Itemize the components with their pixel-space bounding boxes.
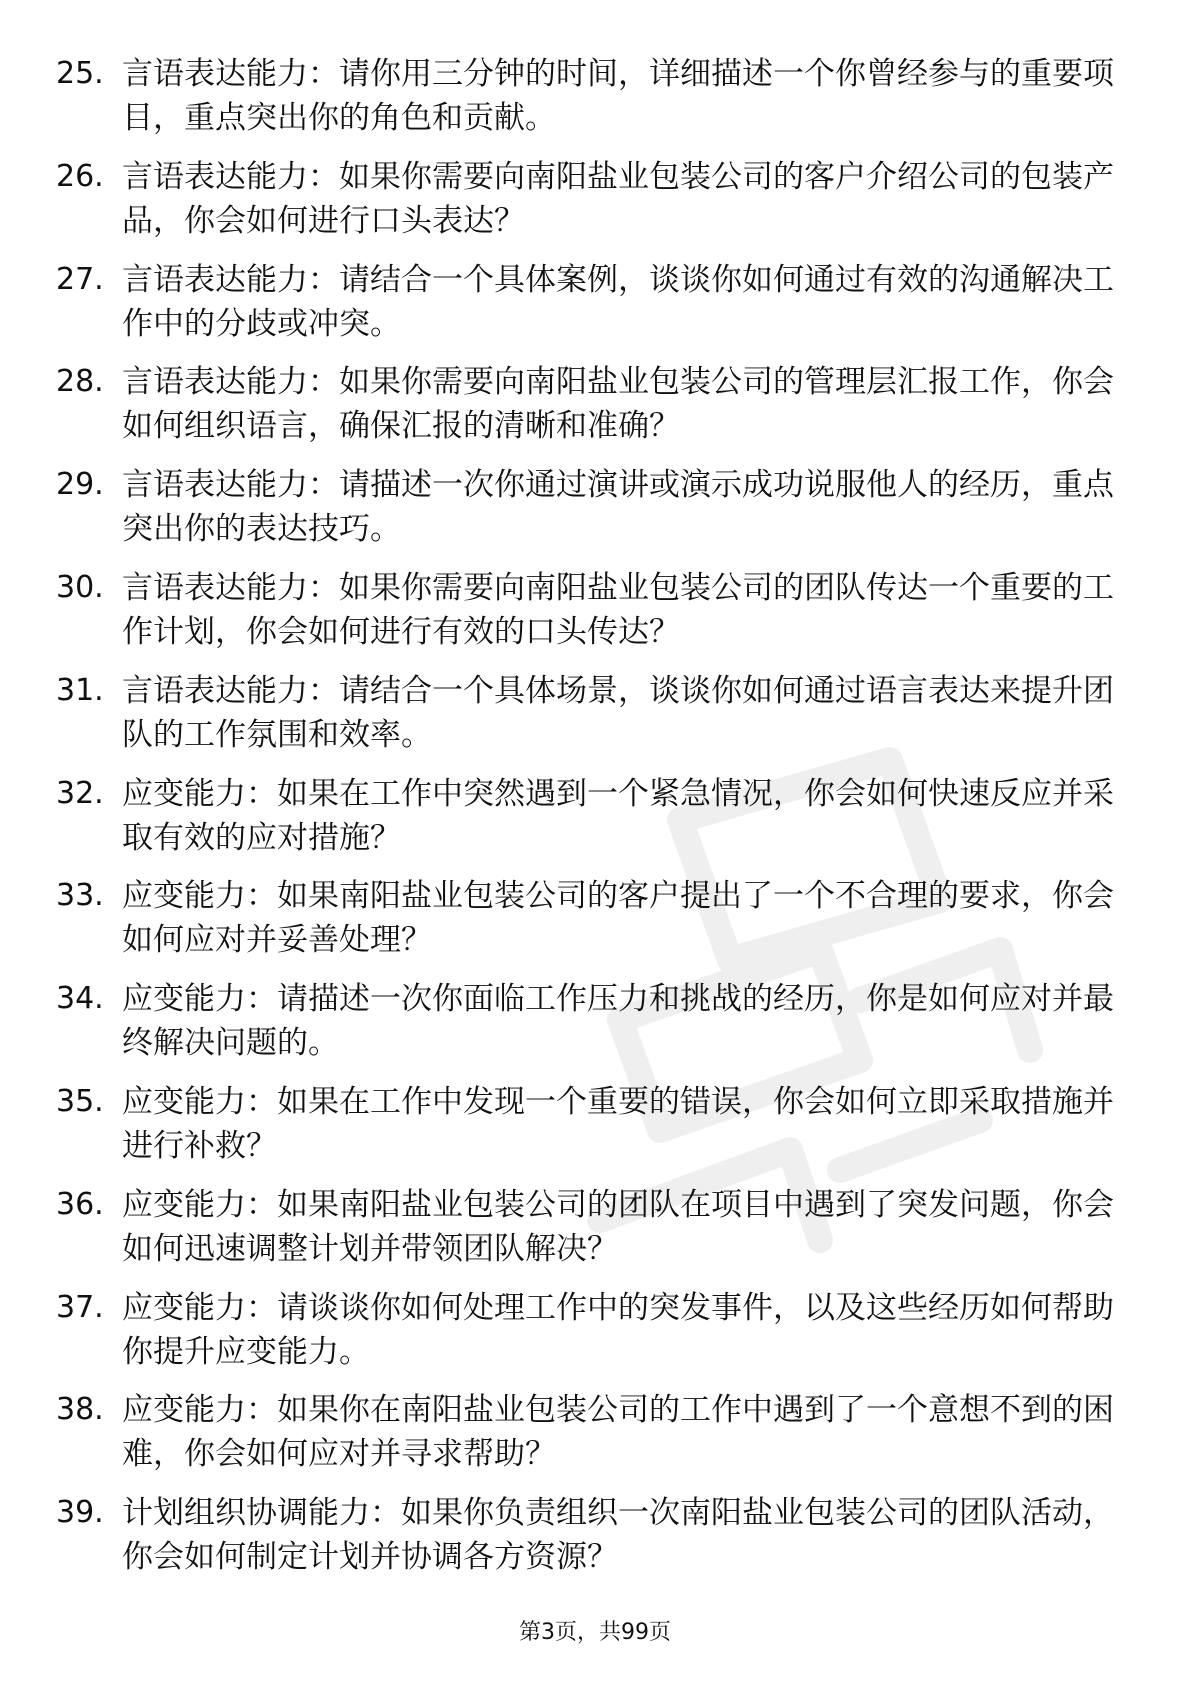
question-number: 30.: [56, 569, 104, 605]
question-item: [56, 772, 1136, 875]
question-text: 应变能力：如果南阳盐业包装公司的团队在项目中遇到了突发问题，你会如何迅速调整计划并带领团队解决？: [122, 1186, 1114, 1267]
question-text: 言语表达能力：如果你需要向南阳盐业包装公司的团队传达一个重要的工作计划，你会如何进行有效的口头传达？: [122, 569, 1114, 650]
question-item: [56, 1080, 1136, 1183]
question-number: 25.: [56, 56, 104, 91]
question-item: [56, 977, 1136, 1080]
question-item: [56, 1491, 1136, 1594]
question-text: 应变能力：请描述一次你面临工作压力和挑战的经历，你是如何应对并最终解决问题的。: [122, 981, 1114, 1062]
question-item: [56, 52, 1136, 155]
question-number: 37.: [56, 1289, 104, 1325]
question-number: 28.: [56, 364, 104, 400]
question-number: 39.: [56, 1495, 104, 1531]
question-text: 言语表达能力：如果你需要向南阳盐业包装公司的管理层汇报工作，你会如何组织语言，确保汇报的清晰和准确？: [122, 364, 1114, 445]
question-number: 29.: [56, 467, 104, 503]
question-item: [56, 360, 1136, 463]
question-item: [56, 1286, 1136, 1389]
question-text: 应变能力：如果在工作中发现一个重要的错误，你会如何立即采取措施并进行补救？: [122, 1083, 1114, 1164]
question-item: [56, 1388, 1136, 1491]
question-number: 35.: [56, 1083, 104, 1119]
question-number: 32.: [56, 775, 104, 811]
question-item: [56, 1183, 1136, 1286]
question-item: [56, 155, 1136, 258]
question-number: 38.: [56, 1392, 104, 1428]
question-number: 33.: [56, 878, 104, 914]
question-item: [56, 463, 1136, 566]
question-text: 计划组织协调能力：如果你负责组织一次南阳盐业包装公司的团队活动，你会如何制定计划并协调各方资源？: [122, 1495, 1114, 1576]
question-text: 应变能力：如果南阳盐业包装公司的客户提出了一个不合理的要求，你会如何应对并妥善处理？: [122, 878, 1114, 959]
question-number: 26.: [56, 158, 104, 194]
question-text: 应变能力：请谈谈你如何处理工作中的突发事件，以及这些经历如何帮助你提升应变能力。: [122, 1289, 1114, 1370]
question-list: [56, 52, 1136, 1594]
question-text: 言语表达能力：请结合一个具体场景，谈谈你如何通过语言表达来提升团队的工作氛围和效率。: [122, 672, 1114, 753]
question-item: [56, 566, 1136, 669]
page-number-label: 第3页，共99页: [519, 1620, 671, 1645]
page-footer: [0, 1618, 1190, 1648]
question-text: 应变能力：如果在工作中突然遇到一个紧急情况，你会如何快速反应并采取有效的应对措施？: [122, 775, 1114, 856]
question-number: 27.: [56, 261, 104, 297]
question-text: 言语表达能力：请结合一个具体案例，谈谈你如何通过有效的沟通解决工作中的分歧或冲突。: [122, 261, 1114, 342]
question-item: [56, 258, 1136, 361]
question-text: 言语表达能力：如果你需要向南阳盐业包装公司的客户介绍公司的包装产品，你会如何进行口头表达？: [122, 158, 1114, 239]
question-number: 36.: [56, 1186, 104, 1222]
question-item: [56, 669, 1136, 772]
question-number: 31.: [56, 672, 104, 708]
question-text: 言语表达能力：请描述一次你通过演讲或演示成功说服他人的经历，重点突出你的表达技巧。: [122, 467, 1114, 548]
question-text: 言语表达能力：请你用三分钟的时间，详细描述一个你曾经参与的重要项目，重点突出你的角色和贡献。: [122, 56, 1114, 136]
question-item: [56, 874, 1136, 977]
question-number: 34.: [56, 981, 104, 1017]
question-text: 应变能力：如果你在南阳盐业包装公司的工作中遇到了一个意想不到的困难，你会如何应对并寻求帮助？: [122, 1392, 1114, 1473]
